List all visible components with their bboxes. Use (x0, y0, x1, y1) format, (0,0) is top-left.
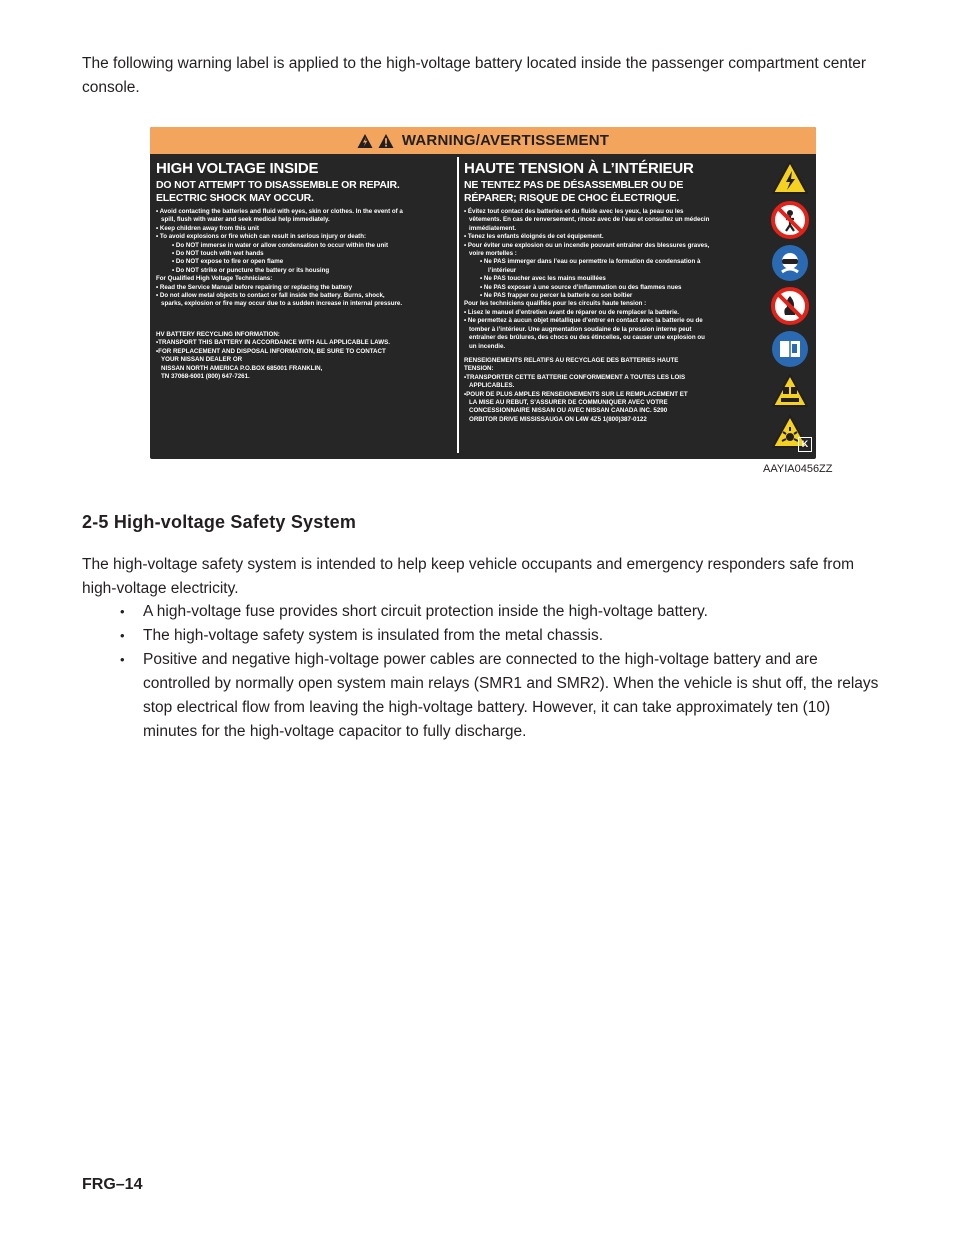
label-recycling-line: NISSAN NORTH AMERICA P.O.BOX 685001 FRANKLIN, (161, 364, 323, 372)
label-recycling-line: ORBITOR DRIVE MISSISSAUGA ON L4W 4Z5 1(800)387-0122 (469, 415, 647, 423)
list-item: • The high-voltage safety system is insulated from the metal chassis. (120, 624, 880, 648)
label-text-line: vêtements. En cas de renversement, rincez avec de l’eau et consultez un médecin (469, 216, 710, 224)
intro-paragraph: The following warning label is applied to the high-voltage battery located inside the passenger compartment center console. (82, 55, 867, 96)
label-text-line: • Ne PAS immerger dans l’eau ou permettre la formation de condensation à (480, 258, 701, 266)
list-item: • A high-voltage fuse provides short circuit protection inside the high-voltage battery. (120, 600, 880, 624)
label-text-line: un incendie. (469, 342, 506, 350)
label-heading-fr: HAUTE TENSION À L’INTÉRIEUR (464, 160, 694, 177)
label-text-line: Pour les techniciens qualifiés pour les circuits haute tension : (464, 300, 647, 308)
label-text-line: • Do NOT expose to fire or open flame (172, 258, 284, 266)
label-recycling-line: YOUR NISSAN DEALER OR (161, 356, 243, 364)
safety-bullet-list (120, 600, 880, 744)
label-french-column (464, 160, 766, 424)
label-recycling-line: •FOR REPLACEMENT AND DISPOSAL INFORMATION, BE SURE TO CONTACT (156, 347, 386, 355)
label-english-column (156, 160, 458, 381)
label-text-line: sparks, explosion or fire may occur due to a sudden increase in internal pressure. (161, 300, 403, 308)
label-text-line: entraîner des brûlures, des chocs ou des étincelles, ou causer une explosion ou (469, 334, 705, 342)
label-text-line: • Avoid contacting the batteries and fluid with eyes, skin or clothes. In the event of a (156, 208, 403, 215)
label-heading-en: HIGH VOLTAGE INSIDE (156, 160, 319, 177)
label-recycling-line: HV BATTERY RECYCLING INFORMATION: (156, 330, 280, 338)
figure-code: AAYIA0456ZZ (763, 463, 833, 475)
label-text-line: • Keep children away from this unit (156, 224, 259, 232)
label-text-line: • Do NOT immerse in water or allow condensation to occur within the unit (172, 241, 389, 249)
label-recycling-line: TENSION: (464, 365, 494, 373)
label-text-line: spill, flush with water and seek medical help immediately. (161, 216, 330, 224)
section-body: The high-voltage safety system is intended to help keep vehicle occupants and emergency responders safe from high-voltage electricity. (82, 556, 854, 597)
corrosive-warning-icon (771, 373, 809, 409)
label-text-line: tomber à l’intérieur. Une augmentation soudaine de la pression interne peut (469, 325, 692, 333)
label-text-line: • Read the Service Manual before repairing or replacing the battery (156, 283, 353, 291)
label-text-line: • Do NOT touch with wet hands (172, 250, 264, 258)
warning-triangle-icon (378, 133, 394, 149)
read-manual-icon (771, 330, 809, 368)
section-title: 2-5 High-voltage Safety System (82, 512, 357, 532)
wear-eye-protection-icon (771, 244, 809, 282)
label-text-line: • To avoid explosions or fire which can result in serious injury or death: (156, 233, 367, 241)
label-column-divider (457, 157, 459, 453)
label-text-line: For Qualified High Voltage Technicians: (156, 275, 273, 283)
warning-label-image (150, 127, 816, 459)
label-recycling-line: TN 37068-6001 (800) 647-7261. (161, 372, 250, 380)
label-text-line: • Lisez le manuel d’entretien avant de réparer ou de remplacer la batterie. (464, 308, 680, 316)
list-item: • Positive and negative high-voltage power cables are connected to the high-voltage battery and are controlled by normally open system main relays (SMR1 and SMR2). When the vehicle is shut off, the relays stop electrical flow from leaving the high-voltage battery. However, it can take approximately ten (10) minutes for the high-voltage capacitor to fully discharge. (120, 648, 880, 744)
label-text-line: l’intérieur (488, 266, 517, 274)
label-pictogram-column (768, 160, 812, 455)
label-k-badge: K (798, 437, 812, 452)
high-voltage-warning-icon (771, 160, 809, 196)
label-text-line: • Ne permettez à aucun objet métallique d’entrer en contact avec la batterie ou de (464, 317, 703, 325)
label-text-line: • Ne PAS exposer à une source d’inflammation ou des flammes nues (480, 283, 682, 291)
label-text-line: • Ne PAS frapper ou percer la batterie ou son boîtier (480, 292, 633, 300)
label-recycling-line: •TRANSPORTER CETTE BATTERIE CONFORMEMENT A TOUTES LES LOIS (464, 373, 686, 381)
label-text-line: • Tenez les enfants éloignés de cet équipement. (464, 233, 604, 241)
label-text-line: • Évitez tout contact des batteries et du fluide avec les yeux, la peau ou les (464, 208, 684, 215)
label-recycling-line: CONCESSIONNAIRE NISSAN OU AVEC NISSAN CANADA INC. 5290 (469, 407, 668, 415)
label-subheading-fr: NE TENTEZ PAS DE DÉSASSEMBLER OU DE RÉPARER; RISQUE DE CHOC ÉLECTRIQUE. (464, 179, 684, 204)
label-recycling-line: •TRANSPORT THIS BATTERY IN ACCORDANCE WITH ALL APPLICABLE LAWS. (156, 339, 390, 347)
label-recycling-line: APPLICABLES. (469, 382, 515, 390)
label-text-line: voire mortelles : (469, 250, 517, 258)
label-text-line: • Do not allow metal objects to contact or fall inside the battery. Burns, shock, (156, 292, 385, 300)
label-text-line: • Pour éviter une explosion ou un incendie pouvant entraîner des blessures graves, (464, 241, 710, 249)
page-number: FRG–14 (82, 1176, 143, 1193)
label-text-line: immédiatement. (469, 224, 517, 232)
warning-header-bar (150, 127, 816, 154)
label-text-line: • Ne PAS toucher avec les mains mouillées (480, 275, 606, 283)
no-children-icon (771, 201, 809, 239)
warning-triangle-icon (357, 133, 373, 149)
label-title: WARNING/AVERTISSEMENT (401, 132, 610, 149)
label-text-line: • Do NOT strike or puncture the battery or its housing (172, 266, 330, 274)
label-subheading-en: DO NOT ATTEMPT TO DISASSEMBLE OR REPAIR. ELECTRIC SHOCK MAY OCCUR. (156, 179, 400, 204)
label-recycling-line: LA MISE AU REBUT, S’ASSURER DE COMMUNIQUER AVEC VOTRE (469, 398, 668, 406)
label-recycling-line: RENSEIGNEMENTS RELATIFS AU RECYCLAGE DES BATTERIES HAUTE (464, 356, 679, 364)
label-recycling-line: •POUR DE PLUS AMPLES RENSEIGNEMENTS SUR LE REMPLACEMENT ET (464, 390, 688, 398)
no-flames-icon (771, 287, 809, 325)
